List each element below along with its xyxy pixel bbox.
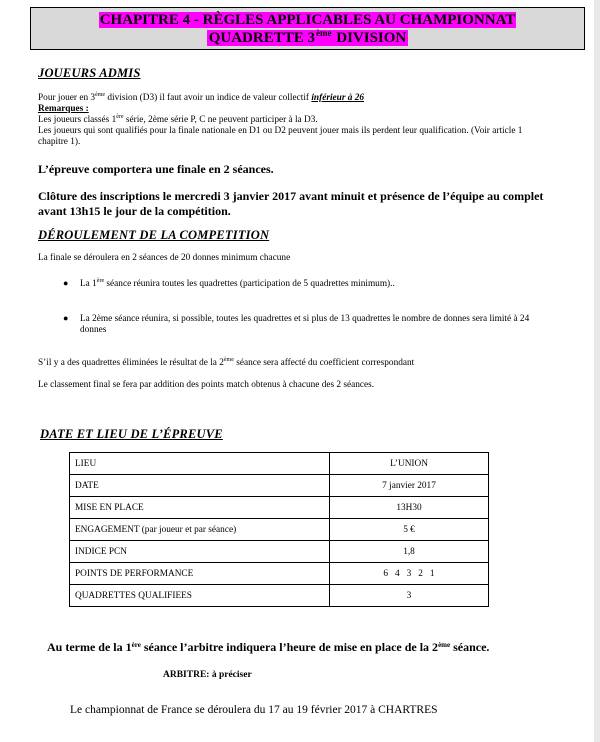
deroulement-heading: DÉROULEMENT DE LA COMPETITION xyxy=(38,228,270,242)
cloture-inscriptions: Clôture des inscriptions le mercredi 3 janvier 2017 avant minuit et présence de l’équipe au complet avant 13h15 le jour de la compétition. xyxy=(38,189,544,218)
info-label: POINTS DE PERFORMANCE xyxy=(70,563,330,585)
info-label: MISE EN PLACE xyxy=(70,497,330,519)
championnat-france-line: Le championnat de France se déroulera du 17 au 19 février 2017 à CHARTRES xyxy=(70,704,438,716)
elimination-note: S’il y a des quadrettes éliminées le résultat de la 2ème séance sera affecté du coefficient correspondant xyxy=(38,357,415,368)
info-row xyxy=(70,497,489,519)
chapter-title-box xyxy=(30,7,585,50)
info-row xyxy=(70,453,489,475)
date-lieu-heading: DATE ET LIEU DE L’ÉPREUVE xyxy=(40,427,223,441)
info-row xyxy=(70,519,489,541)
event-info-table xyxy=(69,452,489,607)
finale-statement: L’épreuve comportera une finale en 2 séances. xyxy=(38,162,274,176)
info-value: 1,8 xyxy=(330,541,489,563)
classement-note: Le classement final se fera par addition des points match obtenus à chacune des 2 séances. xyxy=(38,380,375,390)
remarque-2-line-1: Les joueurs qui sont qualifiés pour la finale nationale en D1 ou D2 peuvent jouer mais ils perdent leur qualification. (Voir article 1 xyxy=(38,126,523,136)
info-row xyxy=(70,585,489,607)
terme-statement: Au terme de la 1ère séance l’arbitre indiquera l’heure de mise en place de la 2ème séance. xyxy=(47,640,490,654)
info-value: 3 xyxy=(330,585,489,607)
bullet-icon: ● xyxy=(63,313,69,323)
chapter-title-line-1: CHAPITRE 4 - RÈGLES APPLICABLES AU CHAMPIONNAT xyxy=(99,12,516,28)
deroulement-intro: La finale se déroulera en 2 séances de 20 donnes minimum chacune xyxy=(38,253,291,263)
page-edge-shade xyxy=(594,0,600,742)
joueurs-admis-text xyxy=(38,93,588,148)
info-value: L’UNION xyxy=(330,453,489,475)
arbitre-line: ARBITRE: à préciser xyxy=(163,670,252,680)
indice-rule: Pour jouer en 3ème division (D3) il faut avoir un indice de valeur collectif inférieur à 26 xyxy=(38,92,365,103)
chapter-title-line-2: QUADRETTE 3ème DIVISION xyxy=(208,28,407,46)
info-label: LIEU xyxy=(70,453,330,475)
info-label: DATE xyxy=(70,475,330,497)
joueurs-admis-heading: JOUEURS ADMIS xyxy=(38,66,141,80)
info-row xyxy=(70,563,489,585)
bullet-icon: ● xyxy=(63,278,69,288)
remarques-label: Remarques : xyxy=(38,104,89,114)
info-label: ENGAGEMENT (par joueur et par séance) xyxy=(70,519,330,541)
remarque-1: Les joueurs classés 1ère série, 2ème série P, C ne peuvent participer à la D3. xyxy=(38,114,318,125)
seance-1-item: La 1ère séance réunira toutes les quadrettes (participation de 5 quadrettes minimum).. xyxy=(80,278,395,289)
info-row xyxy=(70,475,489,497)
info-value: 13H30 xyxy=(330,497,489,519)
info-value: 6 4 3 2 1 xyxy=(330,563,489,585)
remarque-2-line-2: chapitre 1). xyxy=(38,137,81,147)
info-value: 7 janvier 2017 xyxy=(330,475,489,497)
info-row xyxy=(70,541,489,563)
info-label: INDICE PCN xyxy=(70,541,330,563)
seance-2-item: La 2ème séance réunira, si possible, toutes les quadrettes et si plus de 13 quadrettes le nombre de donnes sera limité à 24 donnes xyxy=(80,314,530,335)
info-label: QUADRETTES QUALIFIEES xyxy=(70,585,330,607)
info-value: 5 € xyxy=(330,519,489,541)
